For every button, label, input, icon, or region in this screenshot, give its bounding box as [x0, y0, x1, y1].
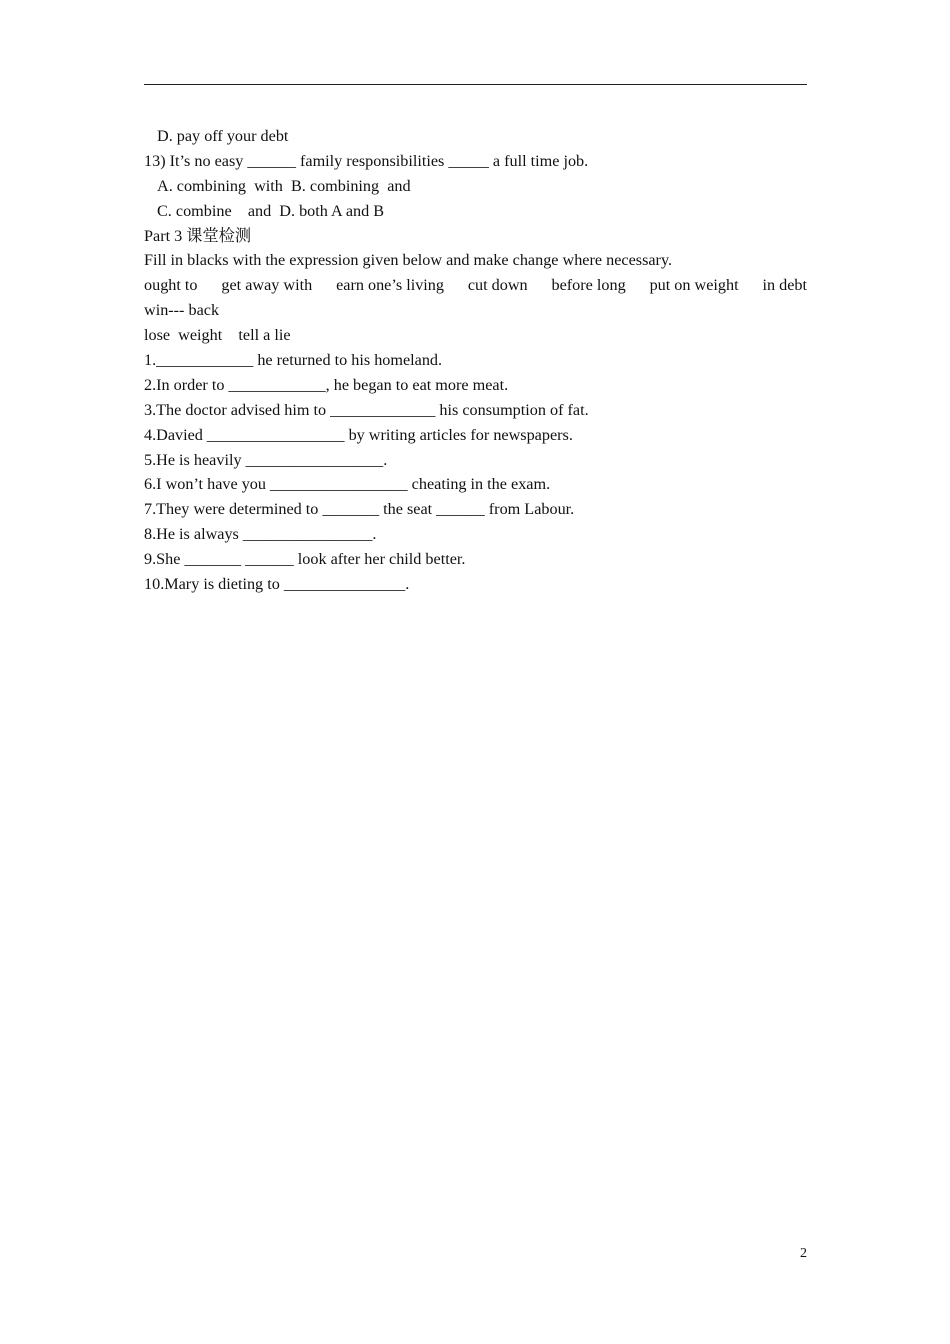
expression-item: put on weight	[649, 276, 739, 295]
exercise-sentence: 9.She _______ ______ look after her child better.	[144, 550, 466, 569]
exercise-sentence: 5.He is heavily _________________.	[144, 450, 388, 469]
expression-item: earn one’s living	[336, 276, 444, 295]
expression-item: in debt	[762, 276, 807, 295]
expression-item: ought to	[144, 276, 198, 295]
part3-heading: Part 3 课堂检测	[144, 226, 252, 245]
exercise-sentence: 2.In order to ____________, he began to eat more meat.	[144, 375, 509, 394]
expression-list-line2: win--- back	[144, 301, 220, 320]
exercise-sentence: 3.The doctor advised him to _____________ his consumption of fat.	[144, 400, 589, 419]
document-body	[144, 124, 807, 597]
expression-item: before long	[551, 276, 626, 295]
q12-option-d: D. pay off your debt	[157, 127, 289, 145]
expression-list-line3: lose weight tell a lie	[144, 326, 291, 345]
exercise-sentence: 10.Mary is dieting to _______________.	[144, 575, 410, 594]
part3-instruction: Fill in blacks with the expression given below and make change where necessary.	[144, 251, 673, 270]
expression-item: cut down	[467, 276, 528, 295]
page-number: 2	[800, 1246, 807, 1261]
header-rule	[144, 84, 807, 85]
q13-options-ab: A. combining with B. combining and	[157, 176, 411, 195]
expression-list	[144, 273, 807, 298]
exercise-sentence: 4.Davied _________________ by writing articles for newspapers.	[144, 425, 573, 444]
exercise-sentence: 7.They were determined to _______ the seat ______ from Labour.	[144, 500, 575, 519]
expression-item: get away with	[221, 276, 313, 295]
exercise-sentence: 8.He is always ________________.	[144, 525, 377, 544]
exercise-sentence: 6.I won’t have you _________________ cheating in the exam.	[144, 475, 551, 494]
q13-stem: 13) It’s no easy ______ family responsibilities _____ a full time job.	[144, 151, 589, 170]
q13-options-cd: C. combine and D. both A and B	[157, 201, 385, 220]
exercise-sentence: 1.____________ he returned to his homeland.	[144, 351, 443, 370]
